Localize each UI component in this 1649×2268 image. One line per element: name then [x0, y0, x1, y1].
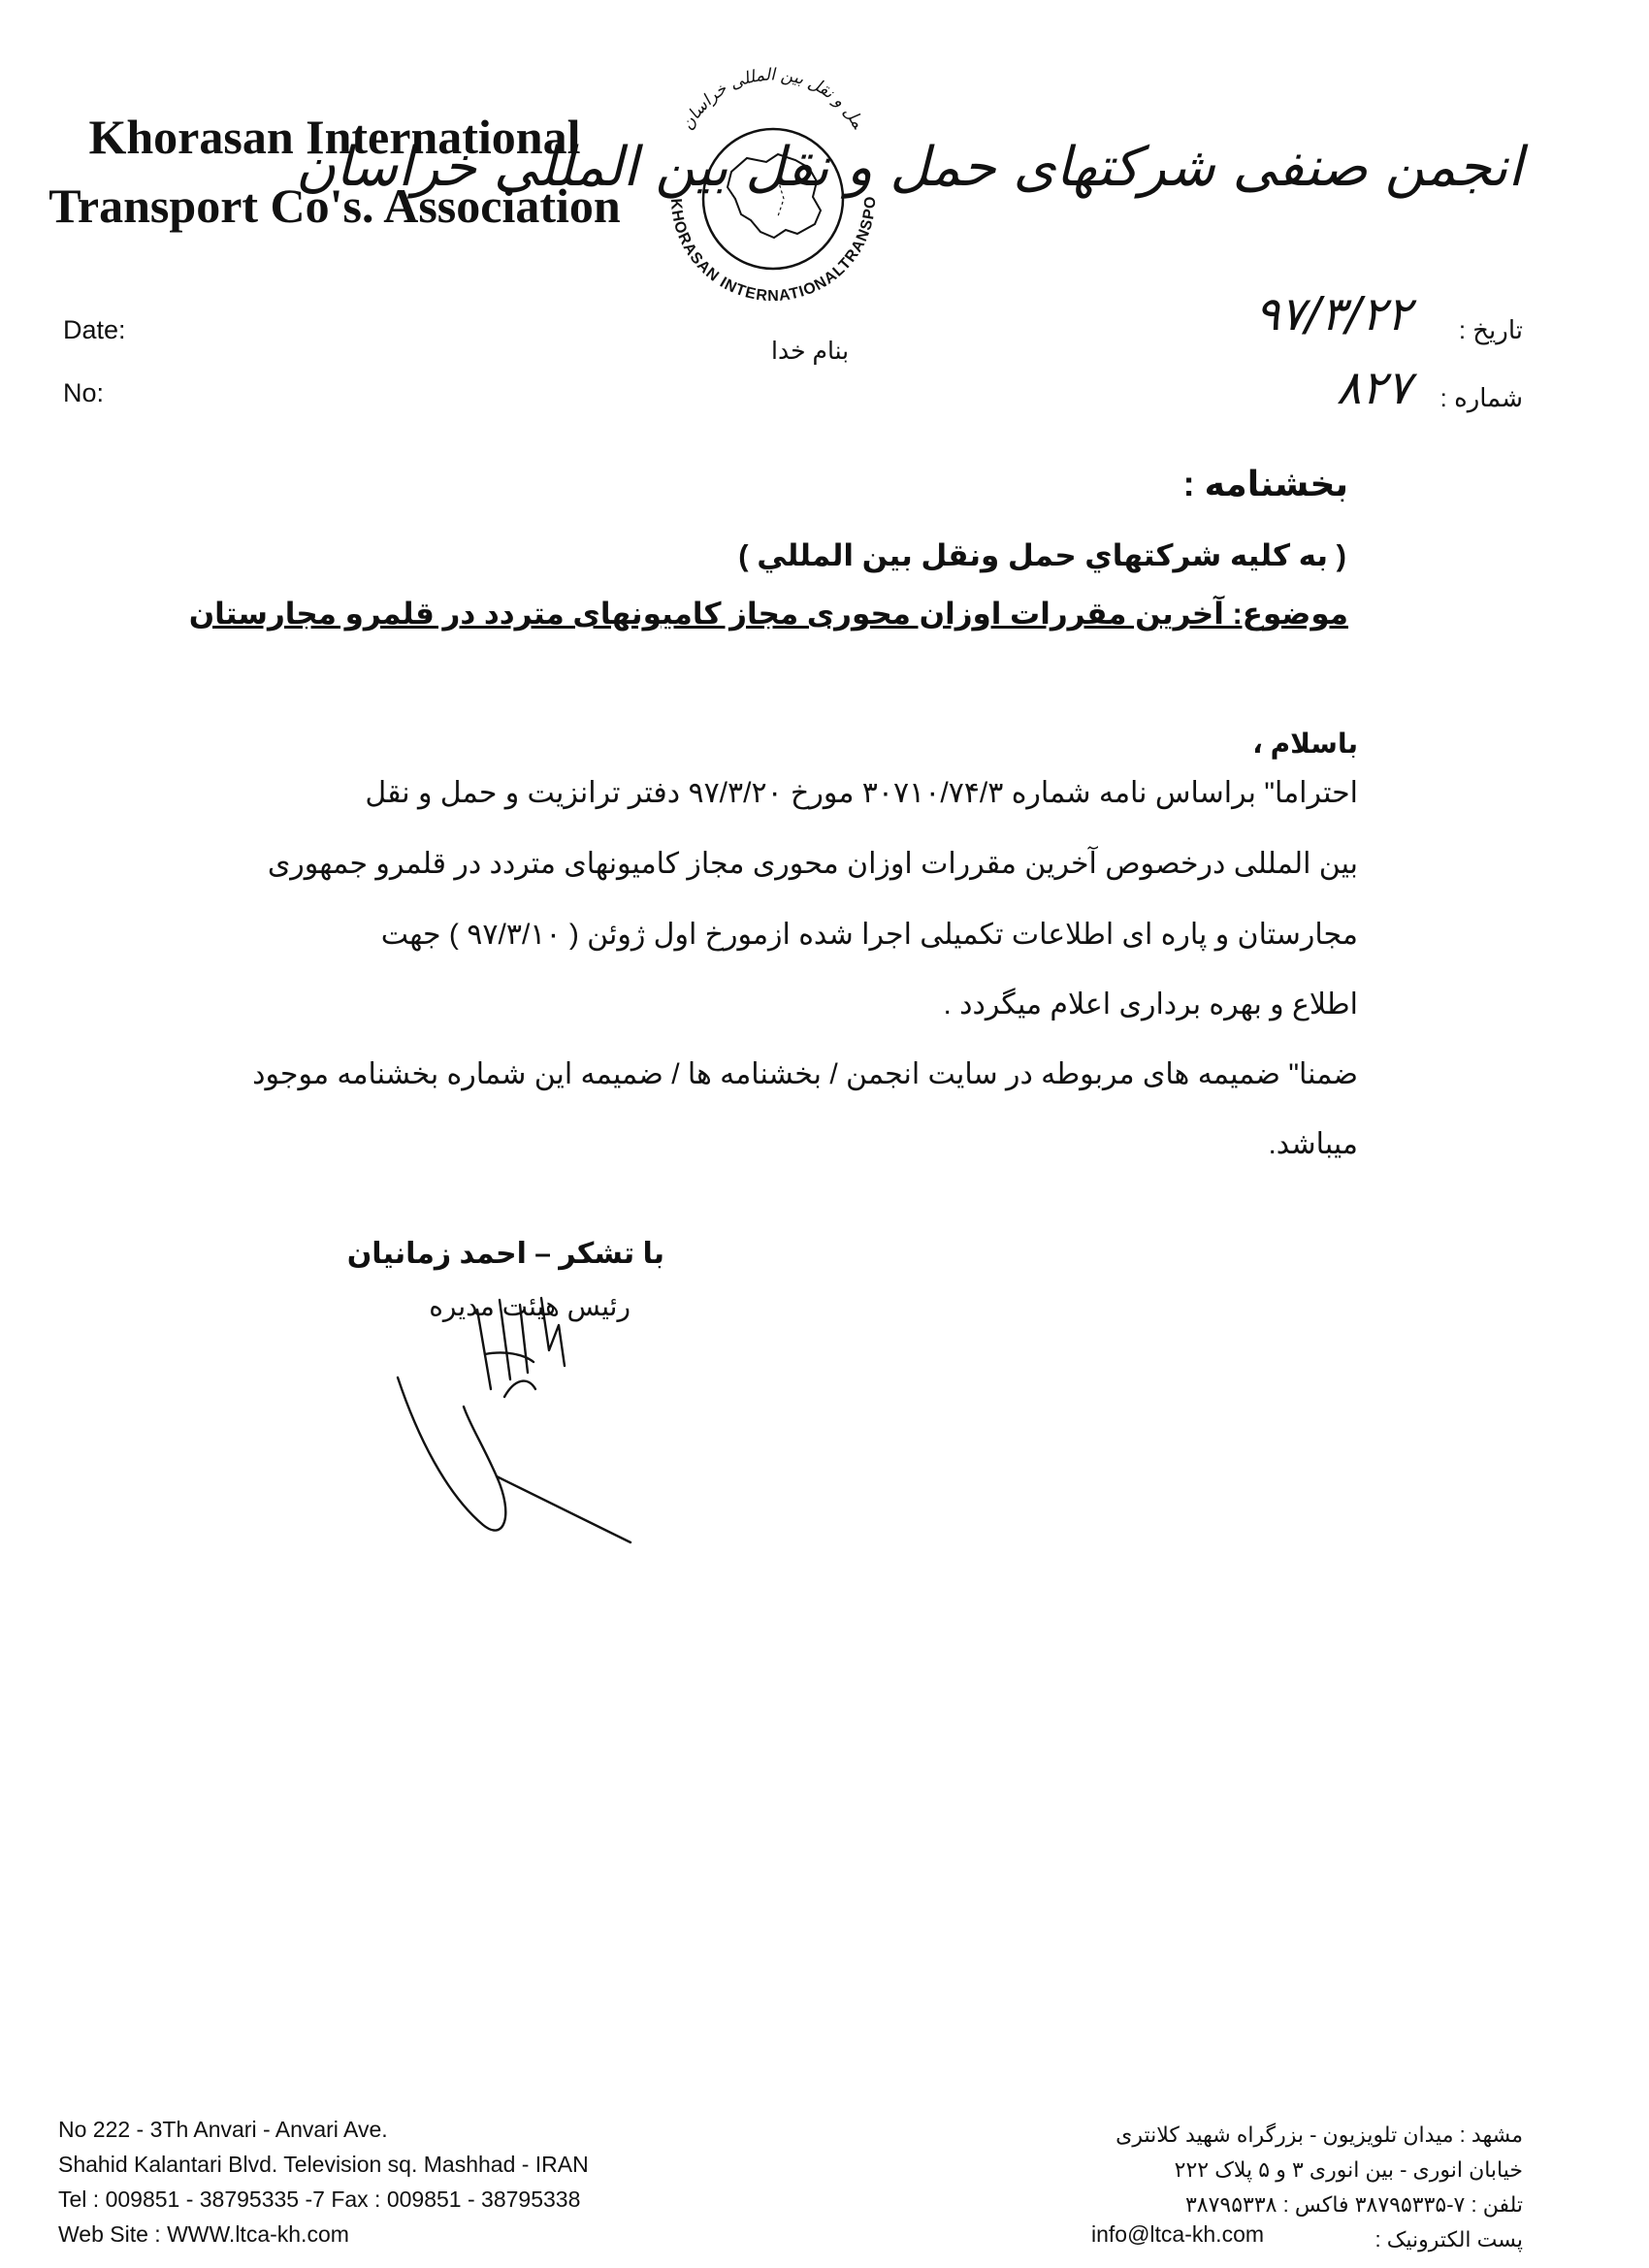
org-name-en-line2: Transport Co's. Association: [48, 178, 621, 233]
date-label-en: Date:: [63, 315, 126, 344]
footer-fa-phone-line: تلفن : ۷-۳۸۷۹۵۳۳۵ فاکس : ۳۸۷۹۵۳۳۸: [1184, 2192, 1523, 2217]
footer-fa-address-line: خیابان انوری - بین انوری ۳ و ۵ پلاک ۲۲۲: [1174, 2157, 1523, 2182]
body-line: احتراما" براساس نامه شماره ۳۰۷۱۰/۷۴/۳ مورخ ۹۷/۳/۲۰ دفتر ترانزیت و حمل و نقل: [365, 777, 1358, 809]
bism-allah: بنام خدا: [771, 338, 850, 365]
signature-icon: [369, 1261, 660, 1552]
org-name-fa: انجمن صنفی شرکتهای حمل و نقل بین المللی خراسان: [295, 136, 1523, 199]
no-label-fa: شماره :: [1439, 383, 1523, 412]
letter-recipients: ( به کلیه شرکتهاي حمل ونقل بین المللي ): [738, 538, 1346, 572]
body-line: ضمنا" ضمیمه های مربوطه در سایت انجمن / بخشنامه ها / ضمیمه این شماره بخشنامه موجود: [252, 1058, 1358, 1090]
org-name-en-line1: Khorasan International: [88, 110, 581, 164]
no-label-en: No:: [63, 378, 105, 407]
footer-email: info@ltca-kh.com: [1091, 2221, 1265, 2247]
letter-subject: موضوع: آخرین مقررات اوزان محوری مجاز کامیونهای متردد در قلمرو مجارستان: [188, 597, 1348, 631]
association-emblem: [632, 53, 914, 344]
letter-title: بخشنامه :: [1182, 464, 1348, 503]
footer-address-line: Shahid Kalantari Blvd. Television sq. Mashhad - IRAN: [58, 2152, 589, 2177]
svg-text:انجمن صنفی شرکتهای حمل و نقل ب: [632, 53, 868, 133]
signer-role: رئیس هیئت مدیره: [429, 1291, 630, 1321]
signoff: با تشکر – احمد زمانیان: [346, 1238, 664, 1270]
date-label-fa: تاریخ :: [1458, 315, 1523, 344]
handwritten-signature: [369, 1261, 660, 1552]
body-line: میباشد.: [1268, 1128, 1358, 1160]
emblem-caption: KHORASAN INTERNATIONALTRANSPO: [666, 195, 880, 306]
body-line: مجارستان و پاره ای اطلاعات تکمیلی اجرا شده ازمورخ اول ژوئن ( ۹۷/۳/۱۰ ) جهت: [380, 919, 1358, 951]
footer-address-line: No 222 - 3Th Anvari - Anvari Ave.: [58, 2117, 388, 2142]
body-line: اطلاع و بهره برداری اعلام میگردد .: [943, 988, 1358, 1021]
body-line: بین المللی درخصوص آخرین مقررات اوزان محوری مجاز کامیونهای متردد در قلمرو جمهوری: [267, 848, 1358, 880]
emblem-persian-caption: مل و نقل بین المللی خراسان: [677, 65, 868, 134]
footer-phone-line: Tel : 009851 - 38795335 -7 Fax : 009851 - 38795338: [58, 2187, 581, 2212]
no-value: ۸۲۷: [1336, 361, 1411, 415]
footer-fa-email-label: پست الکترونیک :: [1374, 2227, 1523, 2252]
footer-website-line: Web Site : WWW.ltca-kh.com: [58, 2221, 349, 2247]
date-value: ۹۷/۳/۲۲: [1254, 287, 1411, 341]
emblem-seal-icon: [632, 53, 914, 344]
salutation: باسلام ،: [1252, 729, 1358, 759]
footer-fa-address-line: مشهد : میدان تلویزیون - بزرگراه شهید کلانتری: [1116, 2122, 1523, 2147]
